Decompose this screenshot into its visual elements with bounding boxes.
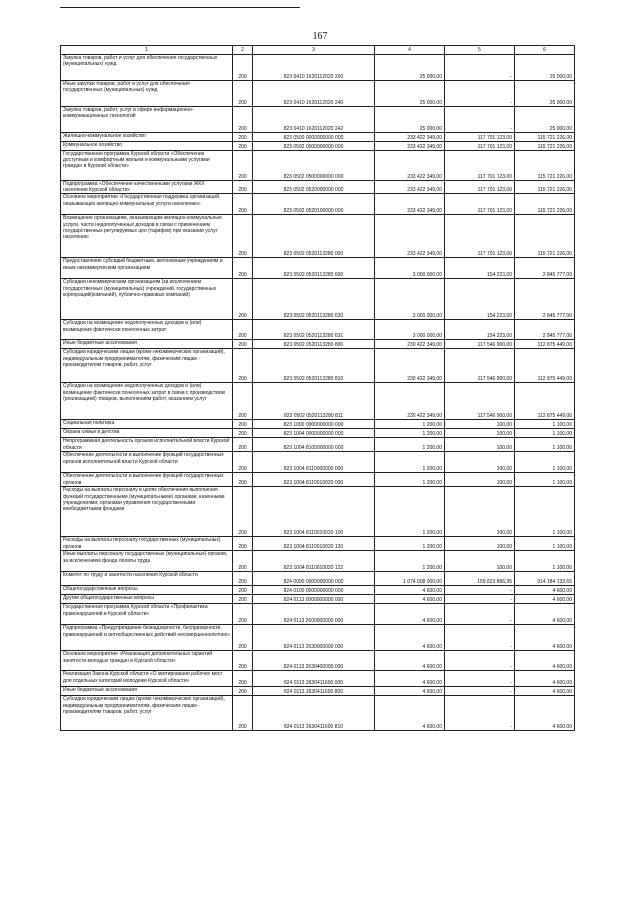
cell-name: Предоставление субсидий бюджетным, автономным учреждениям и иным некоммерческим организациям (61, 258, 233, 279)
cell-v5: - (445, 595, 515, 604)
cell-v4: 233 422 349,00 (375, 142, 445, 151)
budget-table (60, 45, 575, 731)
cell-ved: 200 (233, 383, 253, 420)
cell-name: Обеспечение деятельности и выполнение функций государственных органов (61, 473, 233, 487)
cell-v6: 4 600,00 (515, 625, 575, 651)
cell-name: Иные бюджетные ассигнования (61, 687, 233, 696)
cell-code: 823 0502 0520113280 600 (253, 258, 375, 279)
cell-v6: 1 100,00 (515, 438, 575, 452)
cell-v4: 1 074 008 000,00 (375, 572, 445, 586)
table-row (61, 473, 575, 487)
cell-name: Государственная программа Курской области «Профилактика правонарушений в Курской области» (61, 604, 233, 625)
cell-v6: 115 721 226,00 (515, 142, 575, 151)
cell-v5: 100,00 (445, 452, 515, 473)
table-row (61, 429, 575, 438)
cell-v5: 154 223,00 (445, 258, 515, 279)
table-row (61, 81, 575, 107)
cell-name: Иные выплаты персоналу государственных (муниципальных) органов, за исключением фонда оплаты труда (61, 551, 233, 572)
cell-ved: 200 (233, 595, 253, 604)
cell-v6: 115 721 226,00 (515, 133, 575, 142)
cell-ved: 200 (233, 215, 253, 258)
cell-v4: 1 200,00 (375, 551, 445, 572)
cell-v6: 1 100,00 (515, 473, 575, 487)
cell-ved: 200 (233, 438, 253, 452)
table-row (61, 438, 575, 452)
table-row (61, 420, 575, 429)
cell-code: 823 0502 0520000000 000 (253, 181, 375, 194)
cell-v4: 1 200,00 (375, 537, 445, 551)
cell-v5: 100,00 (445, 551, 515, 572)
cell-v5: - (445, 107, 515, 133)
cell-code: 823 0502 0520113280 800 (253, 340, 375, 349)
cell-v6: 2 845 777,00 (515, 320, 575, 340)
cell-ved: 200 (233, 340, 253, 349)
top-rule (60, 7, 300, 8)
cell-v5: 159 823 866,35 (445, 572, 515, 586)
cell-v4: 1 200,00 (375, 487, 445, 537)
cell-code: 823 0502 0520113280 000 (253, 215, 375, 258)
cell-code: 823 0502 0500000000 000 (253, 151, 375, 181)
cell-v5: 100,00 (445, 420, 515, 429)
cell-v4: 25 000,00 (375, 107, 445, 133)
cell-name: Основное мероприятие «Государственная поддержка организаций, оказывающих жилищно-коммунальные услуги населению» (61, 194, 233, 215)
cell-ved: 200 (233, 671, 253, 687)
cell-name: Субсидии юридическим лицам (кроме некоммерческих организаций), индивидуальным предпринимателям, физическим лицам - производителям товаров, работ, услуг (61, 349, 233, 383)
cell-name: Другие общегосударственные вопросы (61, 595, 233, 604)
cell-name: Иные закупки товаров, работ и услуг для обеспечения государственных (муниципальных) нужд (61, 81, 233, 107)
cell-v6: 2 845 777,00 (515, 258, 575, 279)
cell-v5: 100,00 (445, 537, 515, 551)
cell-code: 823 0502 0520100000 000 (253, 194, 375, 215)
cell-v6: 914 184 133,65 (515, 572, 575, 586)
cell-v4: 4 600,00 (375, 586, 445, 595)
cell-code: 823 1004 8110010020 000 (253, 473, 375, 487)
cell-code: 823 0410 1620112020 200 (253, 55, 375, 81)
cell-ved: 200 (233, 55, 253, 81)
cell-v4: 4 600,00 (375, 671, 445, 687)
cell-v5: - (445, 604, 515, 625)
cell-v4: 25 000,00 (375, 55, 445, 81)
cell-v4: 4 600,00 (375, 604, 445, 625)
cell-ved: 200 (233, 181, 253, 194)
table-body (61, 55, 575, 731)
cell-v4: 1 200,00 (375, 420, 445, 429)
cell-v6: 4 600,00 (515, 586, 575, 595)
cell-name: Непрограммная деятельность органов исполнительной власти Курской области (61, 438, 233, 452)
cell-v4: 230 422 349,00 (375, 349, 445, 383)
page-number: 167 (312, 31, 328, 42)
cell-ved: 200 (233, 133, 253, 142)
cell-v4: 233 422 349,00 (375, 133, 445, 142)
cell-v5: - (445, 81, 515, 107)
cell-code: 823 0502 0520113280 630 (253, 279, 375, 320)
cell-name: Подпрограмма «Обеспечение качественными услугами ЖКХ населения Курской области» (61, 181, 233, 194)
cell-v4: 4 600,00 (375, 687, 445, 696)
cell-name: Субсидии некоммерческим организациям (за исключением государственных (муниципальных) учреждений, государственных корпораций(компаний), публично-правовых компаний) (61, 279, 233, 320)
cell-v5: 117 546 900,00 (445, 340, 515, 349)
cell-v5: - (445, 625, 515, 651)
cell-v5: 117 546 900,00 (445, 383, 515, 420)
table-row (61, 55, 575, 81)
cell-name: Иные бюджетные ассигнования (61, 340, 233, 349)
cell-code: 824 0113 2630411600 800 (253, 687, 375, 696)
cell-code: 824 0100 0000000000 000 (253, 586, 375, 595)
cell-v4: 233 422 349,00 (375, 194, 445, 215)
cell-ved: 200 (233, 349, 253, 383)
cell-code: 823 0410 1620112020 242 (253, 107, 375, 133)
cell-name: Субсидии юридическим лицам (кроме некоммерческих организаций), индивидуальным предпринимателям, физическим лицам - производителям товаров, работ, услуг (61, 696, 233, 731)
cell-v4: 233 422 349,00 (375, 181, 445, 194)
table-row (61, 194, 575, 215)
cell-ved: 200 (233, 429, 253, 438)
cell-ved: 200 (233, 107, 253, 133)
cell-v6: 112 875 449,00 (515, 340, 575, 349)
cell-ved: 200 (233, 586, 253, 595)
cell-ved: 200 (233, 651, 253, 671)
cell-name: Расходы на выплаты персоналу государственных (муниципальных) органов (61, 537, 233, 551)
cell-v5: 117 701 123,00 (445, 133, 515, 142)
cell-name: Закупка товаров, работ, услуг в сфере информационно-коммуникационных технологий (61, 107, 233, 133)
cell-v4: 230 422 349,00 (375, 383, 445, 420)
table-row (61, 320, 575, 340)
cell-code: 824 0000 0000000000 000 (253, 572, 375, 586)
cell-ved: 200 (233, 572, 253, 586)
cell-v6: 112 875 449,00 (515, 383, 575, 420)
cell-name: Субсидии на возмещение недополученных доходов и (или) возмещение фактически понесенных затрат в связи с производством (реализацией) товаров, выполнением работ, оказанием услуг (61, 383, 233, 420)
cell-name: Комитет по труду и занятости населения Курской области (61, 572, 233, 586)
cell-v6: 4 600,00 (515, 687, 575, 696)
cell-v5: 117 701 123,00 (445, 181, 515, 194)
cell-name: Охрана семьи и детства (61, 429, 233, 438)
cell-ved: 200 (233, 420, 253, 429)
cell-v4: 25 000,00 (375, 81, 445, 107)
cell-v6: 25 000,00 (515, 55, 575, 81)
cell-v5: 100,00 (445, 438, 515, 452)
cell-name: Расходы на выплаты персоналу в целях обеспечения выполнения функций государственными (муниципальными) органами, казенными учреждениями, органами управления государственными внебюджетными фондами (61, 487, 233, 537)
cell-code: 823 1004 8110000000 000 (253, 452, 375, 473)
table-row (61, 340, 575, 349)
cell-ved: 200 (233, 258, 253, 279)
cell-ved: 200 (233, 81, 253, 107)
cell-ved: 200 (233, 551, 253, 572)
col-header: 4 (375, 46, 445, 55)
cell-ved: 200 (233, 452, 253, 473)
cell-v6: 115 721 226,00 (515, 181, 575, 194)
cell-name: Основное мероприятие «Реализация дополнительных гарантий занятости молодых граждан в Курской области» (61, 651, 233, 671)
cell-v4: 1 200,00 (375, 429, 445, 438)
cell-name: Закупка товаров, работ и услуг для обеспечения государственных (муниципальных) нужд (61, 55, 233, 81)
cell-v4: 1 200,00 (375, 438, 445, 452)
table-row (61, 279, 575, 320)
cell-v4: 233 422 349,00 (375, 151, 445, 181)
cell-name: Реализация Закона Курской области «О квотировании рабочих мест для отдельных категорий молодежи Курской области» (61, 671, 233, 687)
cell-v5: 100,00 (445, 429, 515, 438)
cell-v6: 25 000,00 (515, 107, 575, 133)
cell-code: 823 1004 8110010020 122 (253, 551, 375, 572)
cell-v6: 1 100,00 (515, 452, 575, 473)
cell-code: 824 0113 2600000000 000 (253, 604, 375, 625)
cell-v5: - (445, 696, 515, 731)
cell-ved: 200 (233, 151, 253, 181)
table-row (61, 604, 575, 625)
cell-v5: - (445, 55, 515, 81)
cell-v5: 117 701 123,00 (445, 142, 515, 151)
col-header: 1 (61, 46, 233, 55)
table-row (61, 696, 575, 731)
cell-code: 824 0113 2630411600 810 (253, 696, 375, 731)
cell-code: 823 1004 8100000000 000 (253, 438, 375, 452)
col-header: 5 (445, 46, 515, 55)
cell-code: 823 0502 0520113280 811 (253, 383, 375, 420)
cell-v4: 3 000 000,00 (375, 279, 445, 320)
cell-ved: 200 (233, 487, 253, 537)
cell-v4: 4 600,00 (375, 696, 445, 731)
table-row (61, 572, 575, 586)
cell-v5: 154 223,00 (445, 320, 515, 340)
cell-code: 824 0113 2630000000 000 (253, 625, 375, 651)
cell-name: Социальная политика (61, 420, 233, 429)
cell-name: Подпрограмма «Предупреждение безнадзорности, беспризорности, правонарушений и антиобщественных действий несовершеннолетних» (61, 625, 233, 651)
cell-code: 823 0502 0000000000 000 (253, 142, 375, 151)
table-row (61, 181, 575, 194)
cell-v4: 233 422 349,00 (375, 215, 445, 258)
col-header: 3 (253, 46, 375, 55)
cell-code: 824 0113 2630411600 000 (253, 671, 375, 687)
cell-ved: 200 (233, 142, 253, 151)
cell-v4: 3 000 000,00 (375, 320, 445, 340)
cell-code: 823 1000 0000000000 000 (253, 420, 375, 429)
cell-v4: 4 600,00 (375, 595, 445, 604)
cell-name: Возмещение организациям, оказывающим жилищно-коммунальные услуги, части недополученных доходов в связи с применением государственных регулируемых цен (тарифов) при оказании услуг населению (61, 215, 233, 258)
cell-code: 823 1004 8110010020 120 (253, 537, 375, 551)
table-row (61, 383, 575, 420)
cell-v6: 115 721 226,00 (515, 215, 575, 258)
table-row (61, 625, 575, 651)
cell-v6: 4 600,00 (515, 604, 575, 625)
cell-v6: 4 600,00 (515, 671, 575, 687)
cell-code: 824 0113 0000000000 000 (253, 595, 375, 604)
cell-v5: 117 701 123,00 (445, 194, 515, 215)
cell-ved: 200 (233, 473, 253, 487)
cell-v5: - (445, 671, 515, 687)
cell-v5: 100,00 (445, 473, 515, 487)
cell-v4: 230 422 349,00 (375, 340, 445, 349)
cell-name: Жилищно-коммунальное хозяйство (61, 133, 233, 142)
cell-code: 823 0410 1620112020 240 (253, 81, 375, 107)
table-row (61, 151, 575, 181)
cell-v6: 115 721 226,00 (515, 151, 575, 181)
cell-v5: - (445, 586, 515, 595)
cell-code: 823 1004 0000000000 000 (253, 429, 375, 438)
cell-name: Государственная программа Курской области «Обеспечение доступным и комфортным жильем и коммунальными услугами граждан в Курской области» (61, 151, 233, 181)
col-header: 6 (515, 46, 575, 55)
cell-v5: 100,00 (445, 487, 515, 537)
table-row (61, 133, 575, 142)
cell-v6: 25 000,00 (515, 81, 575, 107)
table-row (61, 586, 575, 595)
cell-code: 823 0502 0520113280 810 (253, 349, 375, 383)
cell-v6: 1 100,00 (515, 429, 575, 438)
cell-ved: 200 (233, 696, 253, 731)
col-header: 2 (233, 46, 253, 55)
cell-v5: 117 701 123,00 (445, 151, 515, 181)
cell-v6: 1 100,00 (515, 551, 575, 572)
cell-ved: 200 (233, 537, 253, 551)
cell-v4: 1 200,00 (375, 473, 445, 487)
cell-v6: 115 721 226,00 (515, 194, 575, 215)
table-row (61, 215, 575, 258)
cell-v5: 154 223,00 (445, 279, 515, 320)
cell-name: Обеспечение деятельности и выполнение функций государственных органов исполнительной власти Курской области (61, 452, 233, 473)
cell-v5: - (445, 651, 515, 671)
cell-v5: 117 546 900,00 (445, 349, 515, 383)
cell-ved: 200 (233, 194, 253, 215)
cell-ved: 200 (233, 604, 253, 625)
cell-v4: 3 000 000,00 (375, 258, 445, 279)
cell-name: Коммунальное хозяйство (61, 142, 233, 151)
cell-v6: 2 845 777,00 (515, 279, 575, 320)
cell-v6: 112 875 449,00 (515, 349, 575, 383)
cell-v5: - (445, 687, 515, 696)
cell-v6: 4 600,00 (515, 651, 575, 671)
cell-v5: 117 701 123,00 (445, 215, 515, 258)
table-row (61, 349, 575, 383)
cell-v6: 1 100,00 (515, 537, 575, 551)
table-row (61, 687, 575, 696)
table-row (61, 487, 575, 537)
cell-ved: 200 (233, 320, 253, 340)
cell-v4: 1 200,00 (375, 452, 445, 473)
cell-v6: 1 100,00 (515, 420, 575, 429)
cell-code: 823 1004 8110010020 100 (253, 487, 375, 537)
cell-name: Субсидии на возмещение недополученных доходов и (или) возмещение фактически понесенных затрат (61, 320, 233, 340)
table-row (61, 651, 575, 671)
cell-v4: 4 600,00 (375, 625, 445, 651)
table-row (61, 107, 575, 133)
table-row (61, 452, 575, 473)
table-row (61, 551, 575, 572)
table-row (61, 595, 575, 604)
table-row (61, 142, 575, 151)
cell-v6: 1 100,00 (515, 487, 575, 537)
cell-v6: 4 600,00 (515, 696, 575, 731)
cell-code: 823 0500 0000000000 000 (253, 133, 375, 142)
cell-name: Общегосударственные вопросы (61, 586, 233, 595)
table-row (61, 671, 575, 687)
table-row (61, 537, 575, 551)
cell-v6: 4 600,00 (515, 595, 575, 604)
cell-code: 823 0502 0520113280 631 (253, 320, 375, 340)
table-row (61, 258, 575, 279)
cell-ved: 200 (233, 687, 253, 696)
cell-code: 824 0113 2630400000 000 (253, 651, 375, 671)
cell-ved: 200 (233, 625, 253, 651)
cell-ved: 200 (233, 279, 253, 320)
header-row (61, 46, 575, 55)
cell-v4: 4 600,00 (375, 651, 445, 671)
